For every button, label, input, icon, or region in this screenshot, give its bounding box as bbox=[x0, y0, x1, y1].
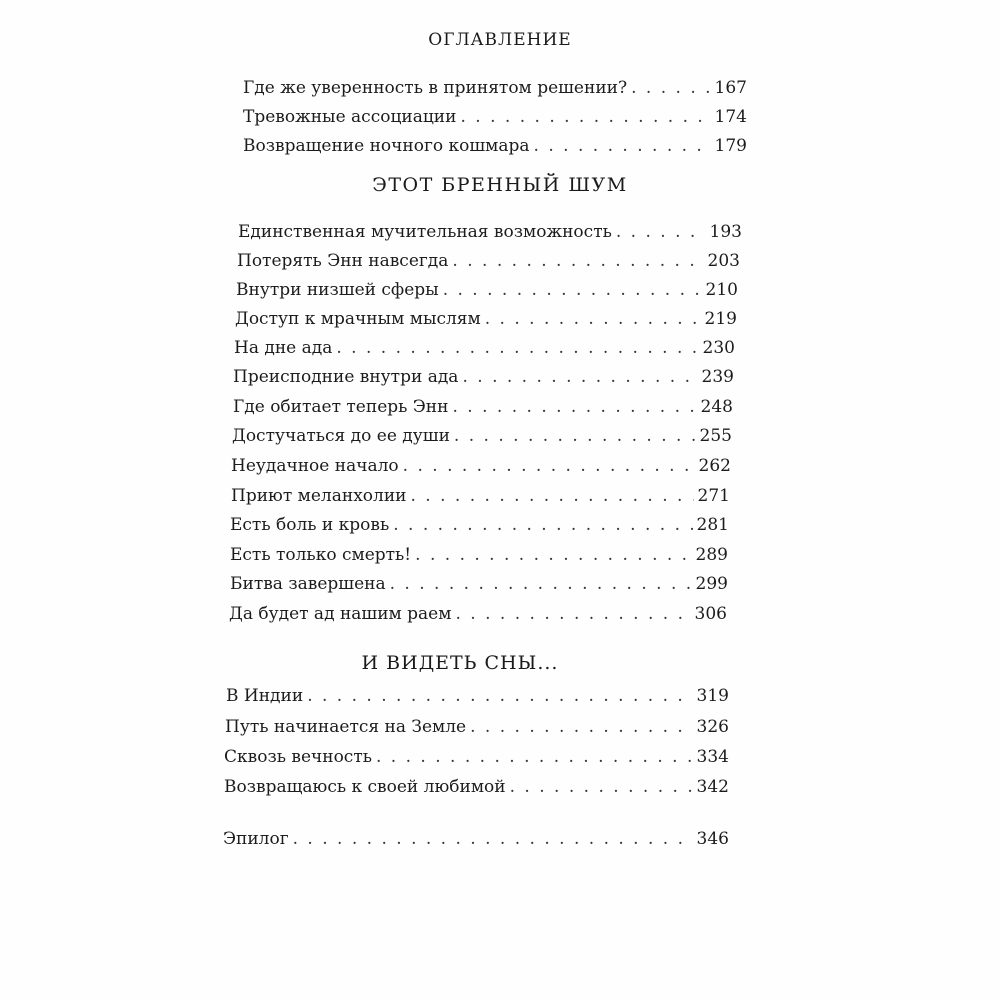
toc-entry-title: Возвращаюсь к своей любимой bbox=[224, 777, 506, 797]
toc-entry-title: Где обитает теперь Энн bbox=[233, 397, 449, 417]
toc-entry-page: 179 bbox=[714, 136, 747, 156]
toc-entry-page: 271 bbox=[697, 486, 730, 506]
toc-entry-page: 239 bbox=[701, 367, 734, 387]
toc-entry bbox=[235, 309, 737, 329]
toc-entry-title: Доступ к мрачным мыслям bbox=[235, 309, 481, 329]
toc-entry bbox=[233, 397, 733, 417]
toc-entry-title: На дне ада bbox=[234, 338, 333, 358]
page-title: ОГЛАВЛЕНИЕ bbox=[428, 30, 572, 50]
toc-entry bbox=[233, 367, 734, 387]
toc-leader-dots bbox=[454, 426, 696, 446]
toc-entry-page: 210 bbox=[705, 280, 738, 300]
toc-entry-page: 281 bbox=[696, 515, 729, 535]
toc-entry bbox=[225, 717, 729, 737]
toc-leader-dots bbox=[510, 777, 693, 797]
toc-entry bbox=[230, 574, 728, 594]
toc-entry-page: 203 bbox=[707, 251, 740, 271]
toc-entry-title: Возвращение ночного кошмара bbox=[243, 136, 530, 156]
toc-entry-title: Тревожные ассоциации bbox=[243, 107, 457, 127]
toc-entry-title: Внутри низшей сферы bbox=[236, 280, 439, 300]
toc-entry-title: Достучаться до ее души bbox=[232, 426, 450, 446]
toc-leader-dots bbox=[462, 367, 697, 387]
toc-entry-page: 167 bbox=[714, 78, 747, 98]
toc-entry bbox=[236, 280, 738, 300]
toc-leader-dots bbox=[485, 309, 701, 329]
toc-entry-page: 248 bbox=[700, 397, 733, 417]
toc-entry bbox=[229, 604, 727, 624]
toc-entry bbox=[230, 515, 729, 535]
toc-entry-title: Путь начинается на Земле bbox=[225, 717, 467, 737]
toc-entry bbox=[224, 777, 729, 797]
toc-leader-dots bbox=[393, 515, 692, 535]
toc-leader-dots bbox=[390, 574, 692, 594]
toc-leader-dots bbox=[415, 545, 691, 565]
toc-entry bbox=[234, 338, 735, 358]
toc-leader-dots bbox=[452, 397, 696, 417]
toc-entry bbox=[226, 686, 729, 706]
toc-entry-page: 306 bbox=[694, 604, 727, 624]
toc-entry-title: Сквозь вечность bbox=[224, 747, 372, 767]
toc-entry-title: Есть боль и кровь bbox=[230, 515, 390, 535]
toc-leader-dots bbox=[293, 829, 693, 849]
toc-leader-dots bbox=[470, 717, 692, 737]
toc-entry-page: 255 bbox=[699, 426, 732, 446]
toc-entry-title: В Индии bbox=[226, 686, 304, 706]
toc-entry bbox=[243, 78, 747, 98]
toc-entry-page: 219 bbox=[704, 309, 737, 329]
toc-entry-title: Есть только смерть! bbox=[230, 545, 412, 565]
toc-leader-dots bbox=[376, 747, 693, 767]
toc-entry-title: Приют меланхолии bbox=[231, 486, 407, 506]
toc-leader-dots bbox=[616, 222, 706, 242]
toc-entry-page: 342 bbox=[696, 777, 729, 797]
toc-entry-title: Преисподние внутри ада bbox=[233, 367, 459, 387]
toc-entry-title: Где же уверенность в принятом решении? bbox=[243, 78, 628, 98]
toc-leader-dots bbox=[403, 456, 695, 476]
toc-entry bbox=[231, 456, 731, 476]
toc-entry-title: Эпилог bbox=[223, 829, 289, 849]
toc-entry-title: Да будет ад нашим раем bbox=[229, 604, 452, 624]
toc-leader-dots bbox=[452, 251, 703, 271]
toc-entry-title: Потерять Энн навсегда bbox=[237, 251, 449, 271]
section-heading: ЭТОТ БРЕННЫЙ ШУМ bbox=[372, 174, 628, 196]
toc-entry-page: 299 bbox=[695, 574, 728, 594]
toc-entry-page: 193 bbox=[709, 222, 742, 242]
toc-entry-title: Неудачное начало bbox=[231, 456, 399, 476]
toc-entry-page: 334 bbox=[696, 747, 729, 767]
toc-entry bbox=[231, 486, 730, 506]
toc-entry-epilogue bbox=[223, 829, 729, 849]
toc-entry bbox=[243, 136, 747, 156]
toc-leader-dots bbox=[336, 338, 698, 358]
toc-entry-page: 319 bbox=[696, 686, 729, 706]
toc-entry-page: 289 bbox=[695, 545, 728, 565]
toc-leader-dots bbox=[460, 107, 710, 127]
toc-entry-page: 262 bbox=[698, 456, 731, 476]
toc-entry-page: 326 bbox=[696, 717, 729, 737]
toc-leader-dots bbox=[410, 486, 693, 506]
section-heading: И ВИДЕТЬ СНЫ... bbox=[361, 652, 559, 674]
toc-entry bbox=[238, 222, 742, 242]
toc-entry-page: 174 bbox=[714, 107, 747, 127]
toc-leader-dots bbox=[534, 136, 711, 156]
toc-entry-title: Битва завершена bbox=[230, 574, 386, 594]
toc-leader-dots bbox=[455, 604, 690, 624]
toc-leader-dots bbox=[307, 686, 692, 706]
toc-entry bbox=[224, 747, 729, 767]
toc-leader-dots bbox=[631, 78, 710, 98]
toc-entry-page: 230 bbox=[702, 338, 735, 358]
toc-entry-page: 346 bbox=[696, 829, 729, 849]
toc-entry-title: Единственная мучительная возможность bbox=[238, 222, 612, 242]
toc-leader-dots bbox=[443, 280, 702, 300]
toc-entry bbox=[232, 426, 732, 446]
toc-entry bbox=[243, 107, 747, 127]
toc-entry bbox=[230, 545, 728, 565]
toc-entry bbox=[237, 251, 740, 271]
